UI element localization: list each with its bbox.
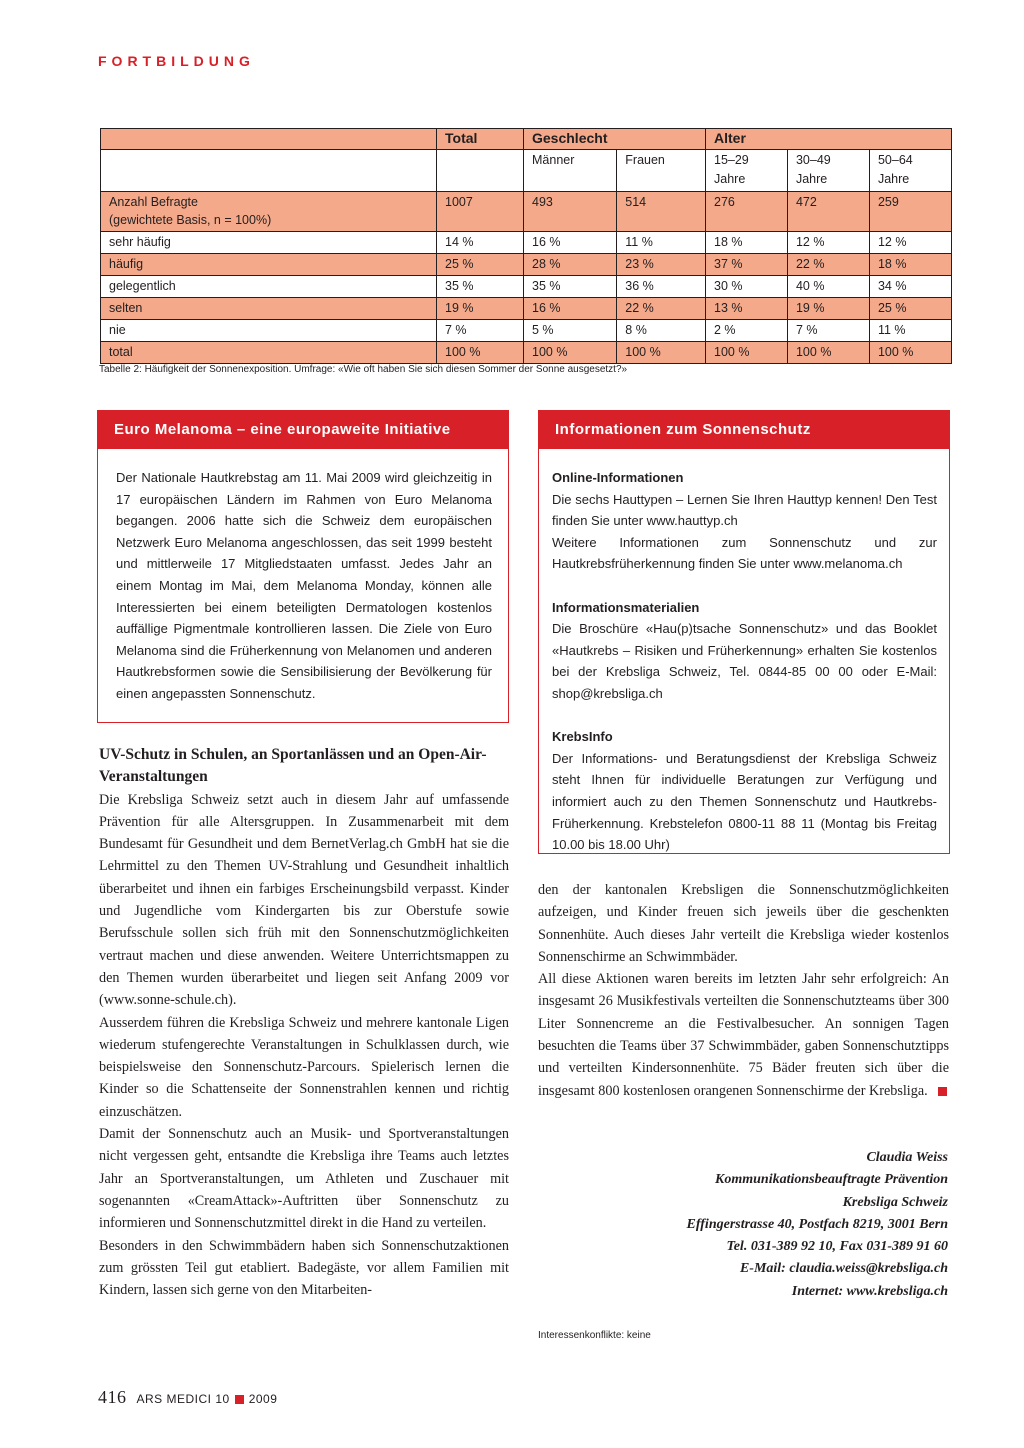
subheader-female: Frauen: [617, 150, 706, 192]
box-text: Weitere Informationen zum Sonnenschutz und zur Hautkrebsfrüherkennung finden Sie unter www.melanoma.ch: [552, 534, 937, 572]
row-label: sehr häufig: [101, 232, 437, 254]
cell: 8 %: [617, 320, 706, 342]
cell: 14 %: [437, 232, 524, 254]
cell: 22 %: [787, 254, 869, 276]
table-subheader-row: [101, 150, 952, 192]
cell: 276: [706, 192, 788, 232]
author-org: Krebsliga Schweiz: [842, 1194, 948, 1210]
page-footer: [98, 1387, 277, 1408]
paragraph: Besonders in den Schwimmbädern haben sich Sonnenschutzaktionen zum grössten Teil gut etabliert. Badegäste, vor allem Familien mit Kindern, lassen sich gerne von den Mitarbeiten-: [99, 1237, 509, 1299]
cell: 35 %: [524, 276, 617, 298]
cell: 100 %: [706, 342, 788, 364]
box-title: Informationen zum Sonnenschutz: [539, 411, 949, 449]
cell: 100 %: [437, 342, 524, 364]
cell: 19 %: [787, 298, 869, 320]
cell: 22 %: [617, 298, 706, 320]
cell: 19 %: [437, 298, 524, 320]
box-text: Die Broschüre «Hau(p)tsache Sonnenschutz» und das Booklet «Hautkrebs – Risiken und Früherkennung» erhalten Sie kostenlos bei der Krebsliga Schweiz, Tel. 0844-85 00 00 oder E-Mail: shop@krebsliga.ch: [552, 621, 937, 701]
cell: 25 %: [869, 298, 951, 320]
cell: 7 %: [437, 320, 524, 342]
conflict-of-interest: Interessenkonflikte: keine: [538, 1330, 651, 1341]
table-row: [101, 254, 952, 276]
table-row: [101, 298, 952, 320]
paragraph: Damit der Sonnenschutz auch an Musik- und Sportveranstaltungen nicht vergessen geht, entsandte die Krebsliga ihre Teams auch letztes Jahr an Sportveranstaltungen, um Athleten und Zuschauer mit sogenannten «CreamAttack»-Auftritten über Sonnenschutz zu informieren und Sonnenschutzmittel direkt in die Hand zu verteilen.: [99, 1126, 509, 1232]
journal-year: 2009: [248, 1392, 278, 1406]
journal-name: ARS MEDICI 10: [136, 1392, 230, 1406]
sun-protection-info-box: [538, 410, 950, 854]
page-number: 416: [98, 1387, 127, 1407]
cell: 30 %: [706, 276, 788, 298]
row-label: häufig: [101, 254, 437, 276]
author-email: E-Mail: claudia.weiss@krebsliga.ch: [739, 1261, 948, 1277]
cell: 28 %: [524, 254, 617, 276]
row-label: Anzahl Befragte (gewichtete Basis, n = 100%): [101, 192, 437, 232]
subheader-age-15-29: 15–29 Jahre: [706, 150, 788, 192]
table-row: [101, 276, 952, 298]
cell: 18 %: [706, 232, 788, 254]
row-label: total: [101, 342, 437, 364]
table-row: [101, 192, 952, 232]
author-website: Internet: www.krebsliga.ch: [791, 1283, 948, 1299]
cell: 12 %: [787, 232, 869, 254]
author-role: Kommunikationsbeauftragte Prävention: [715, 1172, 948, 1188]
article-left-column: [99, 744, 509, 1301]
paragraph: den der kantonalen Krebsligen die Sonnenschutzmöglichkeiten aufzeigen, und Kinder freuen sich jeweils über die geschenkten Sonnenhüte. Auch dieses Jahr verteilt die Krebsliga wieder kostenlos Sonnenschirme an Schwimmbäder.: [538, 882, 949, 965]
square-separator-icon: [235, 1395, 244, 1404]
cell: 16 %: [524, 298, 617, 320]
euro-melanoma-box: [97, 410, 509, 723]
cell: 36 %: [617, 276, 706, 298]
section-label: FORTBILDUNG: [98, 53, 255, 69]
cell: 12 %: [869, 232, 951, 254]
paragraph: All diese Aktionen waren bereits im letzten Jahr sehr erfolgreich: An insgesamt 26 Musikfestivals verteilten die Sonnenschutzteams über 300 Liter Sonnencreme an die Festivalbesucher. An sonnigen Tagen besuchten die Teams über 37 Schwimmbäder, gaben Sonnenschutztipps und verteilten Kindersonnenhüte. 75 Bäder freuten sich über die insgesamt 800 kostenlosen orangenen Sonnenschirme der Krebsliga.: [538, 971, 949, 1099]
box-title: Euro Melanoma – eine europaweite Initiative: [98, 411, 508, 449]
cell: 100 %: [869, 342, 951, 364]
author-signature: [687, 1147, 948, 1303]
cell: 37 %: [706, 254, 788, 276]
box-text: Der Informations- und Beratungsdienst der Krebsliga Schweiz steht Ihnen für individuelle Beratungen zur Verfügung und informiert auch zu den Themen Sonnenschutz und Hautkrebs-Früherkennung. Krebstelefon 0800-11 88 11 (Montag bis Freitag 10.00 bis 18.00 Uhr): [552, 750, 937, 853]
cell: 493: [524, 192, 617, 232]
cell: 11 %: [869, 320, 951, 342]
end-of-article-icon: [938, 1087, 947, 1096]
header-gender: Geschlecht: [524, 129, 706, 150]
cell: 25 %: [437, 254, 524, 276]
row-label: gelegentlich: [101, 276, 437, 298]
cell: 472: [787, 192, 869, 232]
cell: 514: [617, 192, 706, 232]
cell: 13 %: [706, 298, 788, 320]
paragraph: Ausserdem führen die Krebsliga Schweiz und mehrere kantonale Ligen wiederum stufengerechte Veranstaltungen in Schulklassen durch, wie beispielsweise den Sonnenschutz-Parcours. Spielerisch lernen die Kinder so die Schattenseite der Sonnenstrahlen kennen und richtig einzuschätzen.: [99, 1014, 509, 1120]
subheader-male: Männer: [524, 150, 617, 192]
article-right-column: [538, 879, 949, 1102]
subheader-age-50-64: 50–64 Jahre: [869, 150, 951, 192]
cell: 100 %: [524, 342, 617, 364]
cell: 11 %: [617, 232, 706, 254]
paragraph: Die Krebsliga Schweiz setzt auch in diesem Jahr auf umfassende Prävention für alle Altersgruppen. In Zusammenarbeit mit dem Bundesamt für Gesundheit und dem BernetVerlag.ch GmbH hat sie die Lehrmittel zu den Themen UV-Strahlung und Gesundheit inhaltlich überarbeitet und ihnen ein farbiges Erscheinungsbild verpasst. Kinder und Jugendliche vom Kindergarten bis zur Oberstufe sowie Berufsschule sollen sich früh mit den Sonnenschutzmöglichkeiten vertraut machen und diese anwenden. Weitere Unterrichtsmappen zu den Themen wurden überarbeitet und liegen seit Anfang 2009 vor (www.sonne-schule.ch).: [99, 791, 509, 1009]
author-address: Effingerstrasse 40, Postfach 8219, 3001 Bern: [686, 1216, 948, 1232]
cell: 16 %: [524, 232, 617, 254]
header-age: Alter: [706, 129, 952, 150]
cell: 2 %: [706, 320, 788, 342]
cell: 35 %: [437, 276, 524, 298]
cell: 259: [869, 192, 951, 232]
cell: 5 %: [524, 320, 617, 342]
box-text: Der Nationale Hautkrebstag am 11. Mai 2009 wird gleichzeitig in 17 europäischen Ländern im Rahmen von Euro Melanoma begangen. 2006 hatte sich die Schweiz dem europäischen Netzwerk Euro Melanoma angeschlossen, das seit 1999 besteht und mittlerweile 17 Mitgliedstaaten umfasst. Jedes Jahr an einem Montag im Mai, dem Melanoma Monday, können alle Interessierten bei einem beteiligten Dermatologen kostenlos auffällige Pigmentmale kontrollieren lassen. Die Ziele von Euro Melanoma sind die Früherkennung von Melanomen und anderen Hautkrebsformen sowie die Sensibilisierung der Bevölkerung für einen angepassten Sonnenschutz.: [116, 470, 492, 701]
cell: 23 %: [617, 254, 706, 276]
table-row: [101, 320, 952, 342]
row-label: nie: [101, 320, 437, 342]
cell: 18 %: [869, 254, 951, 276]
table-caption: Tabelle 2: Häufigkeit der Sonnenexposition. Umfrage: «Wie oft haben Sie sich diesen Sommer der Sonne ausgesetzt?»: [99, 364, 628, 375]
survey-table: [100, 128, 952, 364]
article-heading: UV-Schutz in Schulen, an Sportanlässen und an Open-Air-Veranstaltungen: [99, 746, 487, 786]
cell: 1007: [437, 192, 524, 232]
table-header-row: [101, 129, 952, 150]
cell: 100 %: [617, 342, 706, 364]
author-phone: Tel. 031-389 92 10, Fax 031-389 91 60: [726, 1239, 948, 1255]
cell: 34 %: [869, 276, 951, 298]
box-text: Die sechs Hauttypen – Lernen Sie Ihren Hauttyp kennen! Den Test finden Sie unter www.hauttyp.ch: [552, 491, 937, 529]
cell: 100 %: [787, 342, 869, 364]
cell: 7 %: [787, 320, 869, 342]
header-total: Total: [437, 129, 524, 150]
row-label: selten: [101, 298, 437, 320]
cell: 40 %: [787, 276, 869, 298]
table-row: [101, 342, 952, 364]
table-row: [101, 232, 952, 254]
box-subheading: Informationsmaterialien: [552, 599, 700, 615]
author-name: Claudia Weiss: [866, 1150, 948, 1165]
subheader-age-30-49: 30–49 Jahre: [787, 150, 869, 192]
box-subheading: KrebsInfo: [552, 729, 613, 745]
box-subheading: Online-Informationen: [552, 470, 684, 485]
